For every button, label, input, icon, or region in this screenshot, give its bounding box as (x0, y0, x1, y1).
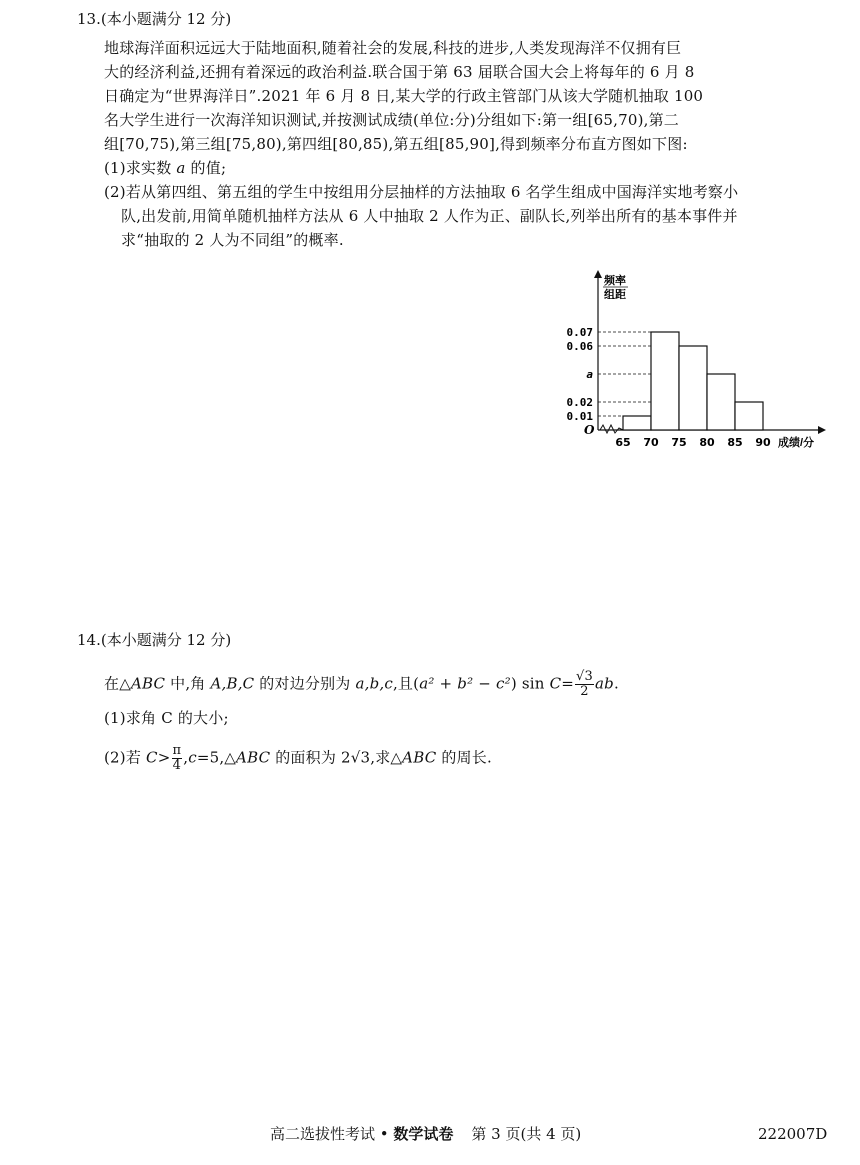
fraction-numerator: √3 (576, 669, 593, 684)
q14-stem-end: . (613, 674, 619, 693)
x-tick-label: 90 (755, 436, 771, 449)
q14-stem-pre: 在△ (104, 674, 131, 693)
pi-over-4-fraction (172, 744, 183, 773)
axis-break-zigzag (600, 425, 623, 433)
q14-part2-end: 的周长. (436, 748, 492, 767)
fraction-denominator: 2 (580, 684, 589, 699)
x-axis-arrow (818, 426, 826, 434)
q13-part1 (104, 158, 226, 178)
q14-stem-mid4: ) sin (510, 674, 550, 693)
x-tick-label: 80 (699, 436, 715, 449)
q13-part1-pre: (1)求实数 (104, 159, 177, 177)
q14-stem-expr: a² + b² − c² (419, 674, 511, 693)
q13-line-4: 名大学生进行一次海洋知识测试,并按测试成绩(单位:分)分组如下:第一组[65,70),第二 (104, 111, 679, 129)
q14-part2-pre: (2)若 (104, 748, 147, 767)
q13-line-2: 大的经济利益,还拥有着深远的政治利益.联合国于第 63 届联合国大会上将每年的 6 月 8 (104, 63, 695, 81)
sqrt3-over-2-fraction (575, 670, 594, 699)
q14-header: 14.(本小题满分 12 分) (77, 631, 232, 649)
q14-part2-abc: ABC (236, 748, 271, 767)
footer-code: 222007D (758, 1125, 828, 1143)
q13-part2-line-3: 求“抽取的 2 人为不同组”的概率. (121, 231, 344, 249)
q14-stem-ab: ab (595, 674, 614, 693)
q13-part2-line-1: (2)若从第四组、第五组的学生中按组用分层抽样的方法抽取 6 名学生组成中国海洋实地考察小 (104, 183, 739, 201)
q14-part2-c: c (188, 748, 197, 767)
q14-stem-angles: A,B,C (210, 674, 255, 693)
q13-part1-var: a (176, 159, 186, 177)
q14-part2-area: 的面积为 2 (270, 748, 351, 767)
q14-stem-abc: ABC (130, 674, 166, 693)
q14-stem-sides: a,b,c (355, 674, 393, 693)
footer-left: 高二选拔性考试 • (270, 1125, 394, 1143)
pi-denominator: 4 (172, 758, 182, 773)
q13-part1-post: 的值; (185, 159, 227, 177)
x-tick-label: 75 (671, 436, 687, 449)
q14-part2-mid2: ,求△ (370, 748, 403, 767)
q14-stem-C: C (549, 674, 562, 693)
q14-part2 (104, 744, 492, 773)
histogram-bar (623, 416, 651, 430)
histogram-bar (735, 402, 763, 430)
q14-part2-c5: =5,△ (196, 748, 237, 767)
q14-part1: (1)求角 C 的大小; (104, 709, 229, 727)
q14-stem-eq: = (561, 674, 575, 693)
q14-stem (104, 670, 619, 699)
footer-subject: 数学试卷 (393, 1125, 454, 1143)
histogram-bar (707, 374, 735, 430)
histogram-bar (651, 332, 679, 430)
x-tick-label: 70 (643, 436, 659, 449)
x-axis-label: 成绩/分 (778, 437, 815, 449)
q13-part2-line-2: 队,出发前,用简单随机抽样方法从 6 人中抽取 2 人作为正、副队长,列举出所有的基本事件并 (121, 207, 738, 225)
q13-line-1: 地球海洋面积远远大于陆地面积,随着社会的发展,科技的进步,人类发现海洋不仅拥有巨 (104, 39, 682, 57)
q13-header: 13.(本小题满分 12 分) (77, 10, 232, 28)
y-tick-label: 0.06 (566, 340, 593, 353)
origin-label: O (584, 423, 595, 437)
q14-part2-gt: > (157, 748, 171, 767)
y-axis-arrow (594, 270, 602, 278)
y-axis-label-top: 频率 (604, 275, 626, 287)
footer-page: 第 3 页(共 4 页) (471, 1125, 582, 1143)
y-tick-label: a (586, 368, 593, 381)
q14-part2-abc2: ABC (402, 748, 437, 767)
q14-stem-mid3: ,且( (392, 674, 420, 693)
y-tick-label: 0.01 (566, 410, 593, 423)
q14-stem-mid: 中,角 (165, 674, 211, 693)
y-tick-label: 0.02 (566, 396, 593, 409)
q13-line-5: 组[70,75),第三组[75,80),第四组[80,85),第五组[85,90],得到频率分布直方图如下图: (104, 135, 688, 153)
frequency-histogram (560, 268, 830, 450)
histogram-bar (679, 346, 707, 430)
y-tick-label: 0.07 (566, 326, 593, 339)
q14-part2-sqrt3: √3 (350, 748, 371, 767)
x-tick-label: 65 (615, 436, 631, 449)
x-tick-label: 85 (727, 436, 743, 449)
y-axis-label-bottom: 组距 (604, 289, 626, 301)
q14-stem-mid2: 的对边分别为 (254, 674, 356, 693)
page-footer (270, 1124, 581, 1144)
q13-line-3: 日确定为“世界海洋日”.2021 年 6 月 8 日,某大学的行政主管部门从该大学随机抽取 100 (104, 87, 704, 105)
pi-numerator: π (172, 743, 182, 758)
q14-part2-C: C (146, 748, 158, 767)
q14-part2-mid: , (183, 748, 189, 767)
